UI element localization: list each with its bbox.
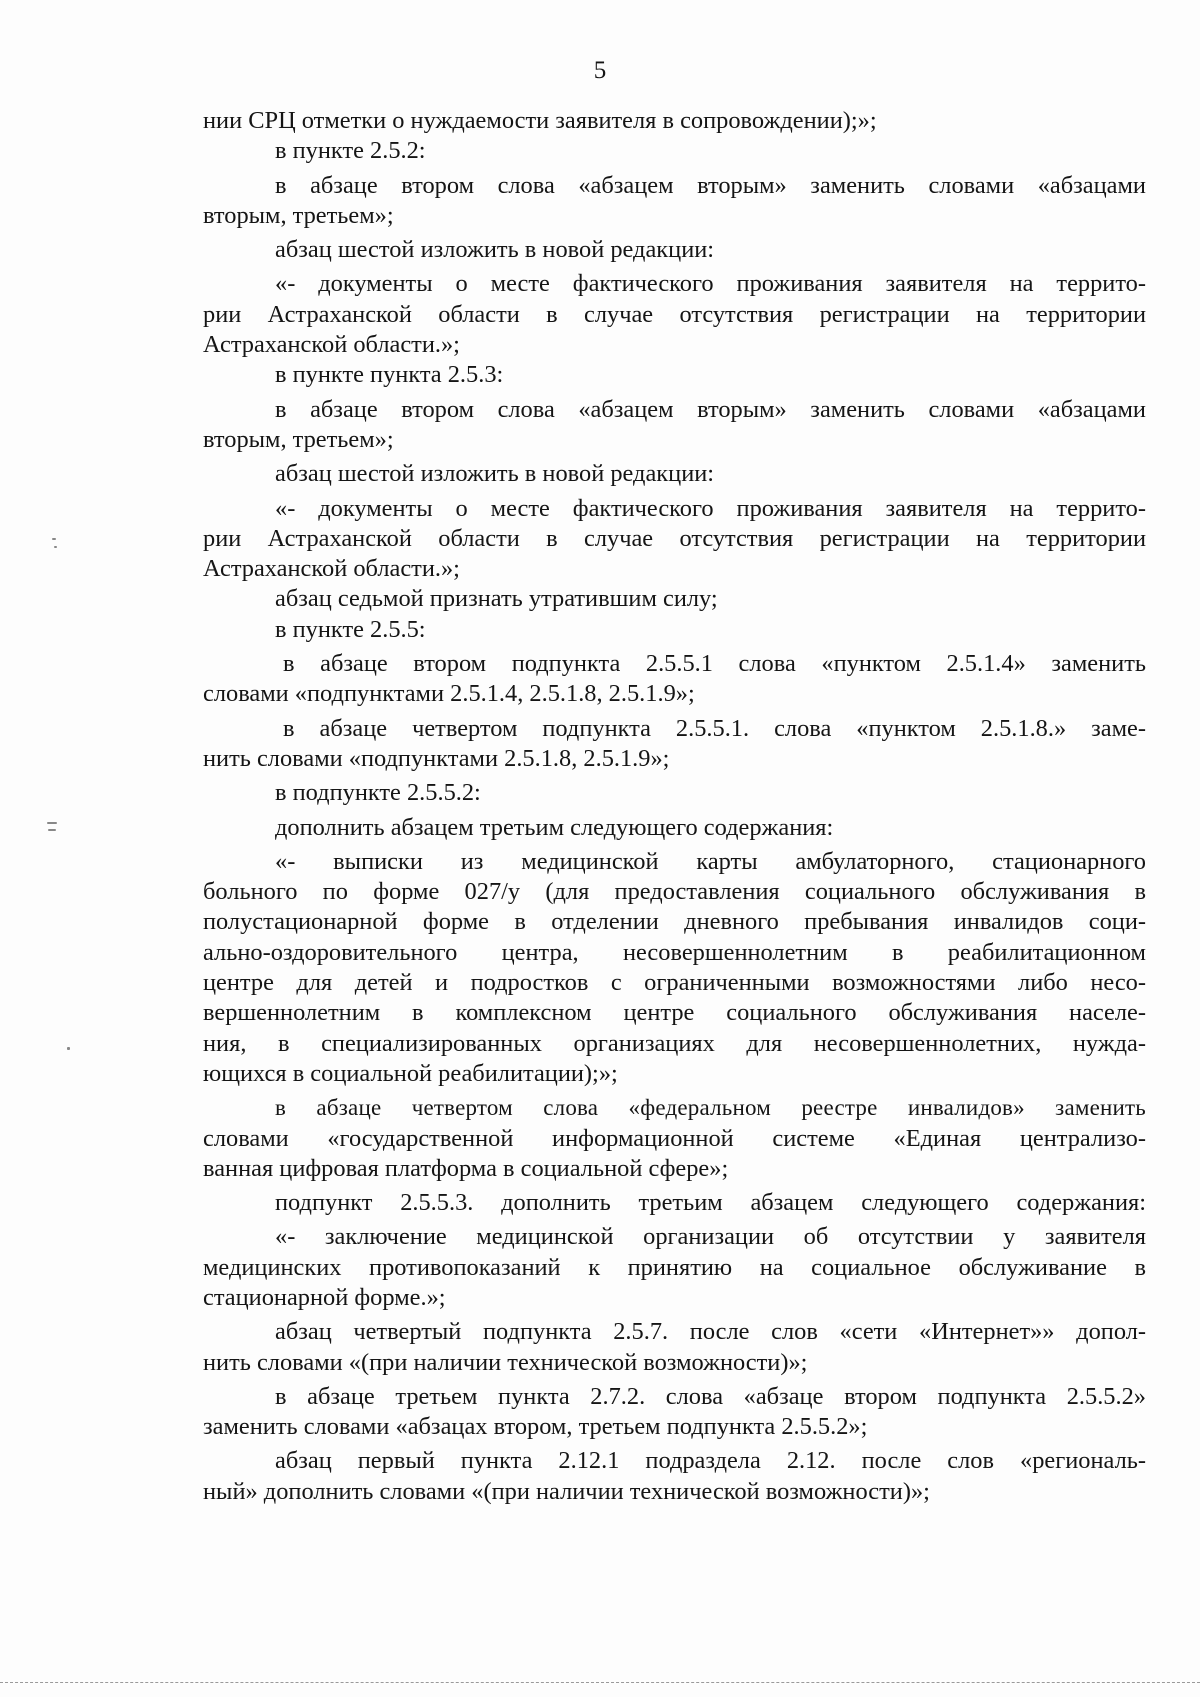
text-line: медицинских противопоказаний к принятию на социальное обслуживание в — [203, 1253, 1146, 1281]
text-line: ально-оздоровительного центра, несовершеннолетним в реабилитационном — [203, 938, 1146, 966]
page-bottom-edge — [0, 1682, 1200, 1683]
text-line: ванная цифровая платформа в социальной сфере»; — [203, 1154, 729, 1182]
text-line: абзац шестой изложить в новой редакции: — [275, 236, 715, 264]
text-line: абзац седьмой признать утратившим силу; — [275, 585, 718, 613]
text-line: заменить словами «абзацах втором, третьем подпункта 2.5.5.2»; — [203, 1413, 868, 1441]
text-line: подпункт 2.5.5.3. дополнить третьим абзацем следующего содержания: — [275, 1189, 1146, 1217]
text-line: словами «подпунктами 2.5.1.4, 2.5.1.8, 2.5.1.9»; — [203, 680, 695, 708]
text-line: вторым, третьем»; — [203, 425, 394, 453]
text-line: «- выписки из медицинской карты амбулаторного, стационарного — [275, 847, 1146, 875]
text-line: вторым, третьем»; — [203, 201, 394, 229]
text-line: стационарной форме.»; — [203, 1283, 446, 1311]
scan-speck — [52, 538, 56, 540]
text-line: нить словами «подпунктами 2.5.1.8, 2.5.1.9»; — [203, 744, 670, 772]
text-line: в абзаце третьем пункта 2.7.2. слова «абзаце втором подпункта 2.5.5.2» — [275, 1382, 1146, 1410]
text-line: ния, в специализированных организациях для несовершеннолетних, нужда- — [203, 1029, 1146, 1057]
scan-speck — [54, 546, 57, 548]
text-line: вершеннолетним в комплексном центре социального обслуживания населе- — [203, 999, 1146, 1027]
text-line: в подпункте 2.5.5.2: — [275, 779, 481, 807]
text-line: в абзаце втором подпункта 2.5.5.1 слова «пунктом 2.5.1.4» заменить — [283, 650, 1146, 678]
scan-speck — [48, 829, 56, 831]
text-line: полустационарной форме в отделении дневного пребывания инвалидов соци- — [203, 908, 1146, 936]
text-line: рии Астраханской области в случае отсутствия регистрации на территории — [203, 300, 1146, 328]
text-line: в пункте 2.5.2: — [275, 137, 426, 165]
text-line: Астраханской области.»; — [203, 331, 460, 359]
text-line: больного по форме 027/у (для предоставления социального обслуживания в — [203, 878, 1146, 906]
text-line: в абзаце четвертом слова «федеральном реестре инвалидов» заменить — [275, 1095, 1146, 1121]
text-line: в абзаце втором слова «абзацем вторым» заменить словами «абзацами — [275, 171, 1146, 199]
document-body — [203, 106, 1146, 1507]
text-line: нии СРЦ отметки о нуждаемости заявителя в сопровождении);»; — [203, 107, 877, 134]
page-number: 5 — [593, 57, 607, 84]
scan-speck — [67, 1047, 70, 1050]
text-line: нить словами «(при наличии технической возможности)»; — [203, 1348, 808, 1376]
scan-speck — [47, 822, 57, 824]
text-line: рии Астраханской области в случае отсутствия регистрации на территории — [203, 524, 1146, 552]
text-line: дополнить абзацем третьим следующего содержания: — [275, 813, 834, 841]
text-line: «- заключение медицинской организации об отсутствии у заявителя — [275, 1223, 1146, 1251]
text-line: в пункте 2.5.5: — [275, 615, 426, 643]
text-line: ный» дополнить словами «(при наличии технической возможности)»; — [203, 1477, 930, 1505]
text-line: абзац первый пункта 2.12.1 подраздела 2.12. после слов «региональ- — [275, 1447, 1146, 1475]
text-line: абзац шестой изложить в новой редакции: — [275, 460, 715, 488]
text-line: в пункте пункта 2.5.3: — [275, 361, 504, 389]
text-line: ющихся в социальной реабилитации);»; — [203, 1059, 618, 1087]
text-line: в абзаце четвертом подпункта 2.5.5.1. слова «пунктом 2.5.1.8.» заме- — [283, 714, 1146, 742]
text-line: «- документы о месте фактического проживания заявителя на террито- — [275, 270, 1146, 298]
text-line: «- документы о месте фактического проживания заявителя на террито- — [275, 494, 1146, 522]
text-line: словами «государственной информационной системе «Единая централизо- — [203, 1124, 1146, 1152]
text-line: абзац четвертый подпункта 2.5.7. после слов «сети «Интернет»» допол- — [275, 1318, 1146, 1346]
text-line: Астраханской области.»; — [203, 555, 460, 583]
text-line: центре для детей и подростков с ограниченными возможностями либо несо- — [203, 969, 1146, 997]
text-line: в абзаце втором слова «абзацем вторым» заменить словами «абзацами — [275, 395, 1146, 423]
